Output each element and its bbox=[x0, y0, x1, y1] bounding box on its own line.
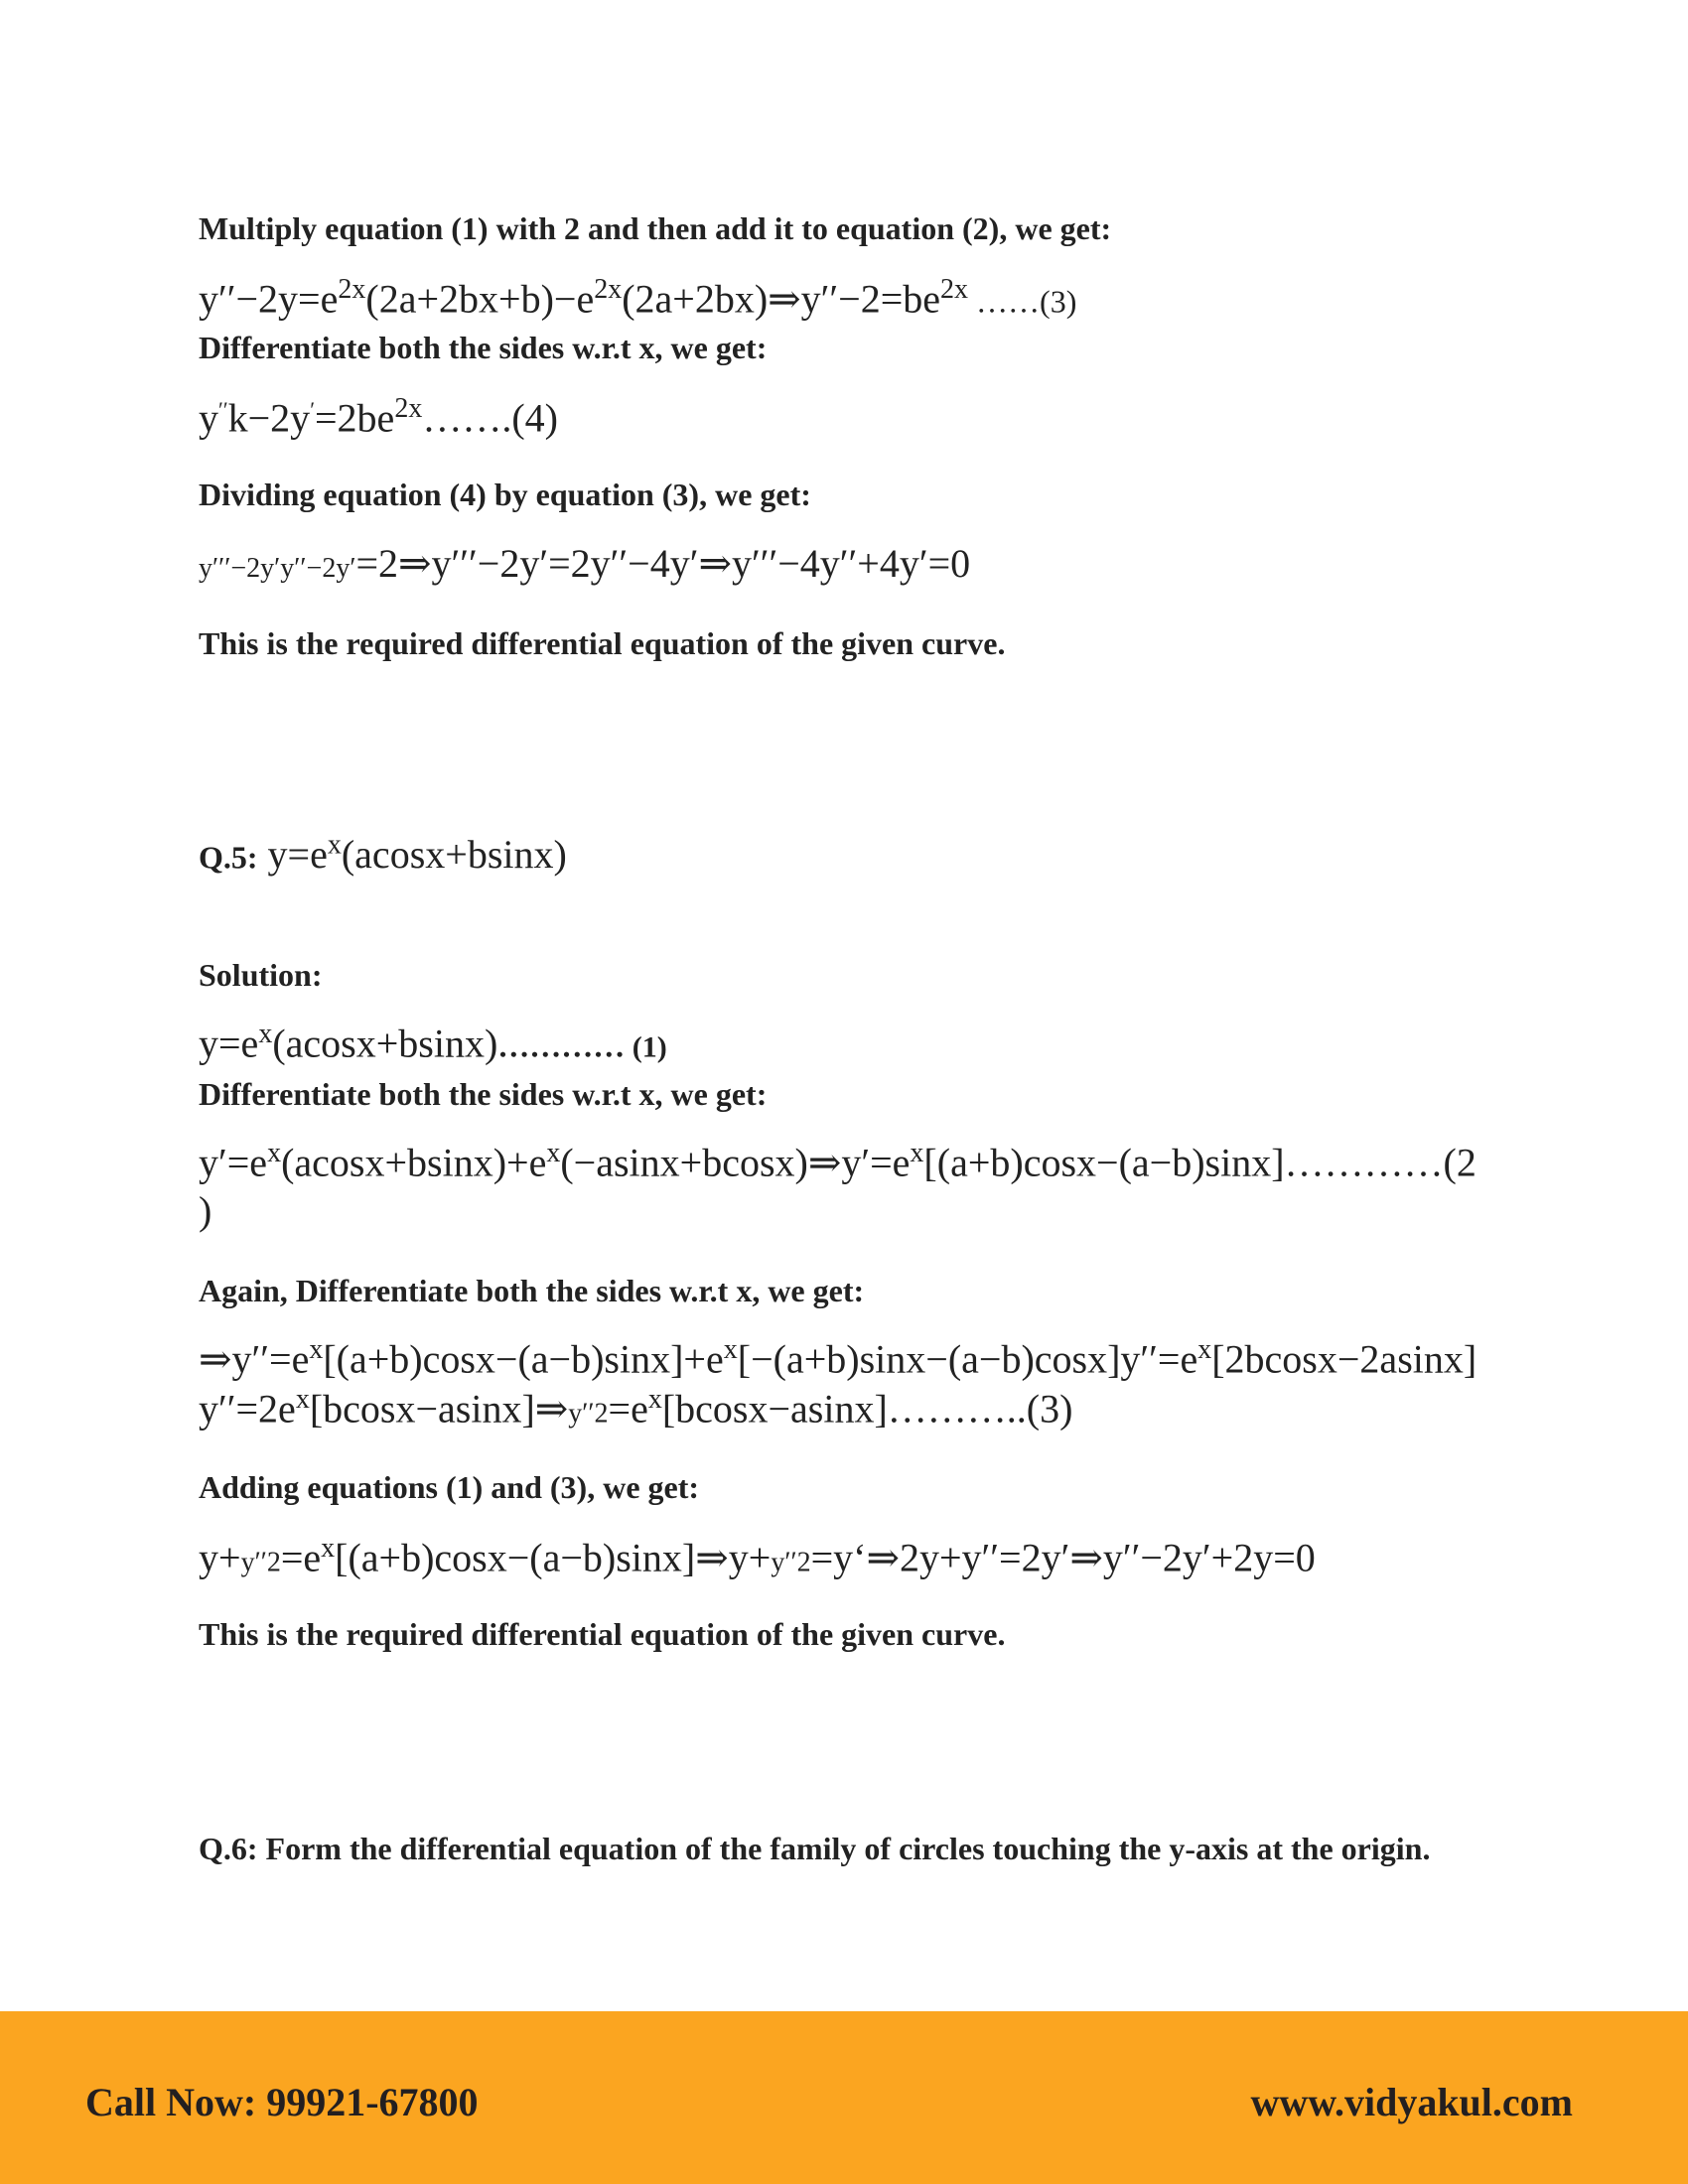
conclusion-2: This is the required differential equation of the given curve. bbox=[199, 1616, 1006, 1652]
footer-bar bbox=[0, 2011, 1688, 2184]
e3-sup: x bbox=[723, 1334, 738, 1365]
e5-small: y′′2 bbox=[771, 1547, 811, 1578]
e5-sup: x bbox=[321, 1533, 336, 1564]
e3-part: [(a+b)cosx−(a−b)sinx]+e bbox=[323, 1336, 724, 1382]
e4-part: [bcosx−asinx]⇒ bbox=[309, 1386, 569, 1432]
e4-small: y′′2 bbox=[568, 1398, 609, 1430]
e3-part: [−(a+b)sinx−(a−b)cosx]y′′=e bbox=[737, 1336, 1198, 1382]
instruction-dividing: Dividing equation (4) by equation (3), we get: bbox=[199, 477, 811, 512]
e2-part: (acosx+bsinx)+e bbox=[281, 1140, 547, 1185]
eq3-sup: 2x bbox=[338, 274, 366, 305]
e4-sup: x bbox=[295, 1384, 310, 1415]
eq3-label: ……(3) bbox=[968, 283, 1077, 320]
eq4-part: k−2y bbox=[227, 395, 311, 441]
question-equation bbox=[258, 832, 567, 877]
e5-small: y′′2 bbox=[240, 1547, 281, 1578]
e1-dots: ………… bbox=[497, 1027, 626, 1064]
e5-part: =e bbox=[280, 1535, 322, 1580]
question-label: Q.5: bbox=[199, 839, 258, 876]
eq4-label: …….(4) bbox=[422, 395, 558, 441]
e3-sup: x bbox=[309, 1334, 324, 1365]
e3-part: ⇒y′′=e bbox=[199, 1336, 310, 1382]
eq4-part: =2be bbox=[315, 395, 395, 441]
eq3-part: (2a+2bx+b)−e bbox=[365, 276, 595, 322]
conclusion-1: This is the required differential equation of the given curve. bbox=[199, 625, 1006, 661]
e2-part: (−asinx+bcosx)⇒y′=e bbox=[560, 1140, 911, 1185]
e1-sup: x bbox=[258, 1019, 273, 1049]
q5-part: (acosx+bsinx) bbox=[341, 832, 567, 878]
e5-part: [(a+b)cosx−(a−b)sinx]⇒y+ bbox=[335, 1535, 772, 1580]
eq4-sup: 2x bbox=[394, 393, 423, 424]
q5-part: y=e bbox=[257, 832, 328, 878]
fraction-part: y′′′−2y′y′′−2y′ bbox=[199, 553, 356, 584]
eq3-part: (2a+2bx)⇒y′′−2=be bbox=[622, 276, 941, 322]
e2-sup: x bbox=[910, 1138, 924, 1168]
e5-part: y+ bbox=[199, 1535, 241, 1580]
call-now-text[interactable]: Call Now: 99921-67800 bbox=[85, 2080, 479, 2124]
e1-label: (1) bbox=[625, 1030, 667, 1064]
instruction-again-differentiate: Again, Differentiate both the sides w.r.t x, we get: bbox=[199, 1273, 865, 1308]
instruction-multiply: Multiply equation (1) with 2 and then add it to equation (2), we get: bbox=[199, 210, 1112, 246]
eq4-sup: ′′ bbox=[218, 397, 228, 422]
e4-part: y′′=2e bbox=[199, 1386, 296, 1432]
e1-part: y=e bbox=[199, 1021, 259, 1066]
e2-sup: x bbox=[267, 1138, 282, 1168]
equation-divided bbox=[199, 540, 970, 587]
sol-equation-3b bbox=[199, 1384, 1072, 1432]
eq3-sup: 2x bbox=[940, 274, 969, 305]
equation-3 bbox=[199, 274, 1076, 322]
instruction-differentiate-1: Differentiate both the sides w.r.t x, we get: bbox=[199, 330, 768, 365]
e4-part: [bcosx−asinx]………..(3) bbox=[661, 1386, 1073, 1432]
e4-part: =e bbox=[608, 1386, 648, 1432]
e1-part: (acosx+bsinx) bbox=[272, 1021, 498, 1066]
sol-equation-3a bbox=[199, 1334, 1477, 1382]
question-5 bbox=[199, 830, 567, 878]
instruction-differentiate-2: Differentiate both the sides w.r.t x, we get: bbox=[199, 1076, 768, 1112]
e3-part: [2bcosx−2asinx] bbox=[1211, 1336, 1477, 1382]
question-6: Q.6: Form the differential equation of the family of circles touching the y-axis at the origin. bbox=[199, 1831, 1431, 1866]
eq3-sup: 2x bbox=[594, 274, 623, 305]
e2-sup: x bbox=[546, 1138, 561, 1168]
e5-part: =y‘⇒2y+y′′=2y′⇒y′′−2y′+2y=0 bbox=[810, 1535, 1316, 1580]
instruction-adding: Adding equations (1) and (3), we get: bbox=[199, 1469, 700, 1505]
eq4-part: y bbox=[199, 395, 218, 441]
q5-sup: x bbox=[327, 830, 342, 861]
eq4-sup: ′ bbox=[310, 397, 315, 422]
website-link[interactable]: www.vidyakul.com bbox=[1250, 2080, 1573, 2124]
equation-4 bbox=[199, 393, 558, 441]
sol-equation-1 bbox=[199, 1019, 667, 1066]
eq3-part: y′′−2y=e bbox=[199, 276, 339, 322]
e2-part: [(a+b)cosx−(a−b)sinx]…………(2 bbox=[923, 1140, 1477, 1185]
sol-equation-2 bbox=[199, 1138, 1477, 1185]
e2-part: y′=e bbox=[199, 1140, 268, 1185]
sol-equation-final bbox=[199, 1533, 1316, 1580]
sol-equation-2-wrap: ) bbox=[199, 1188, 212, 1233]
equation-part: =2⇒y′′′−2y′=2y′′−4y′⇒y′′′−4y′′+4y′=0 bbox=[355, 541, 971, 586]
e3-sup: x bbox=[1197, 1334, 1212, 1365]
e4-sup: x bbox=[647, 1384, 662, 1415]
solution-label: Solution: bbox=[199, 957, 323, 993]
